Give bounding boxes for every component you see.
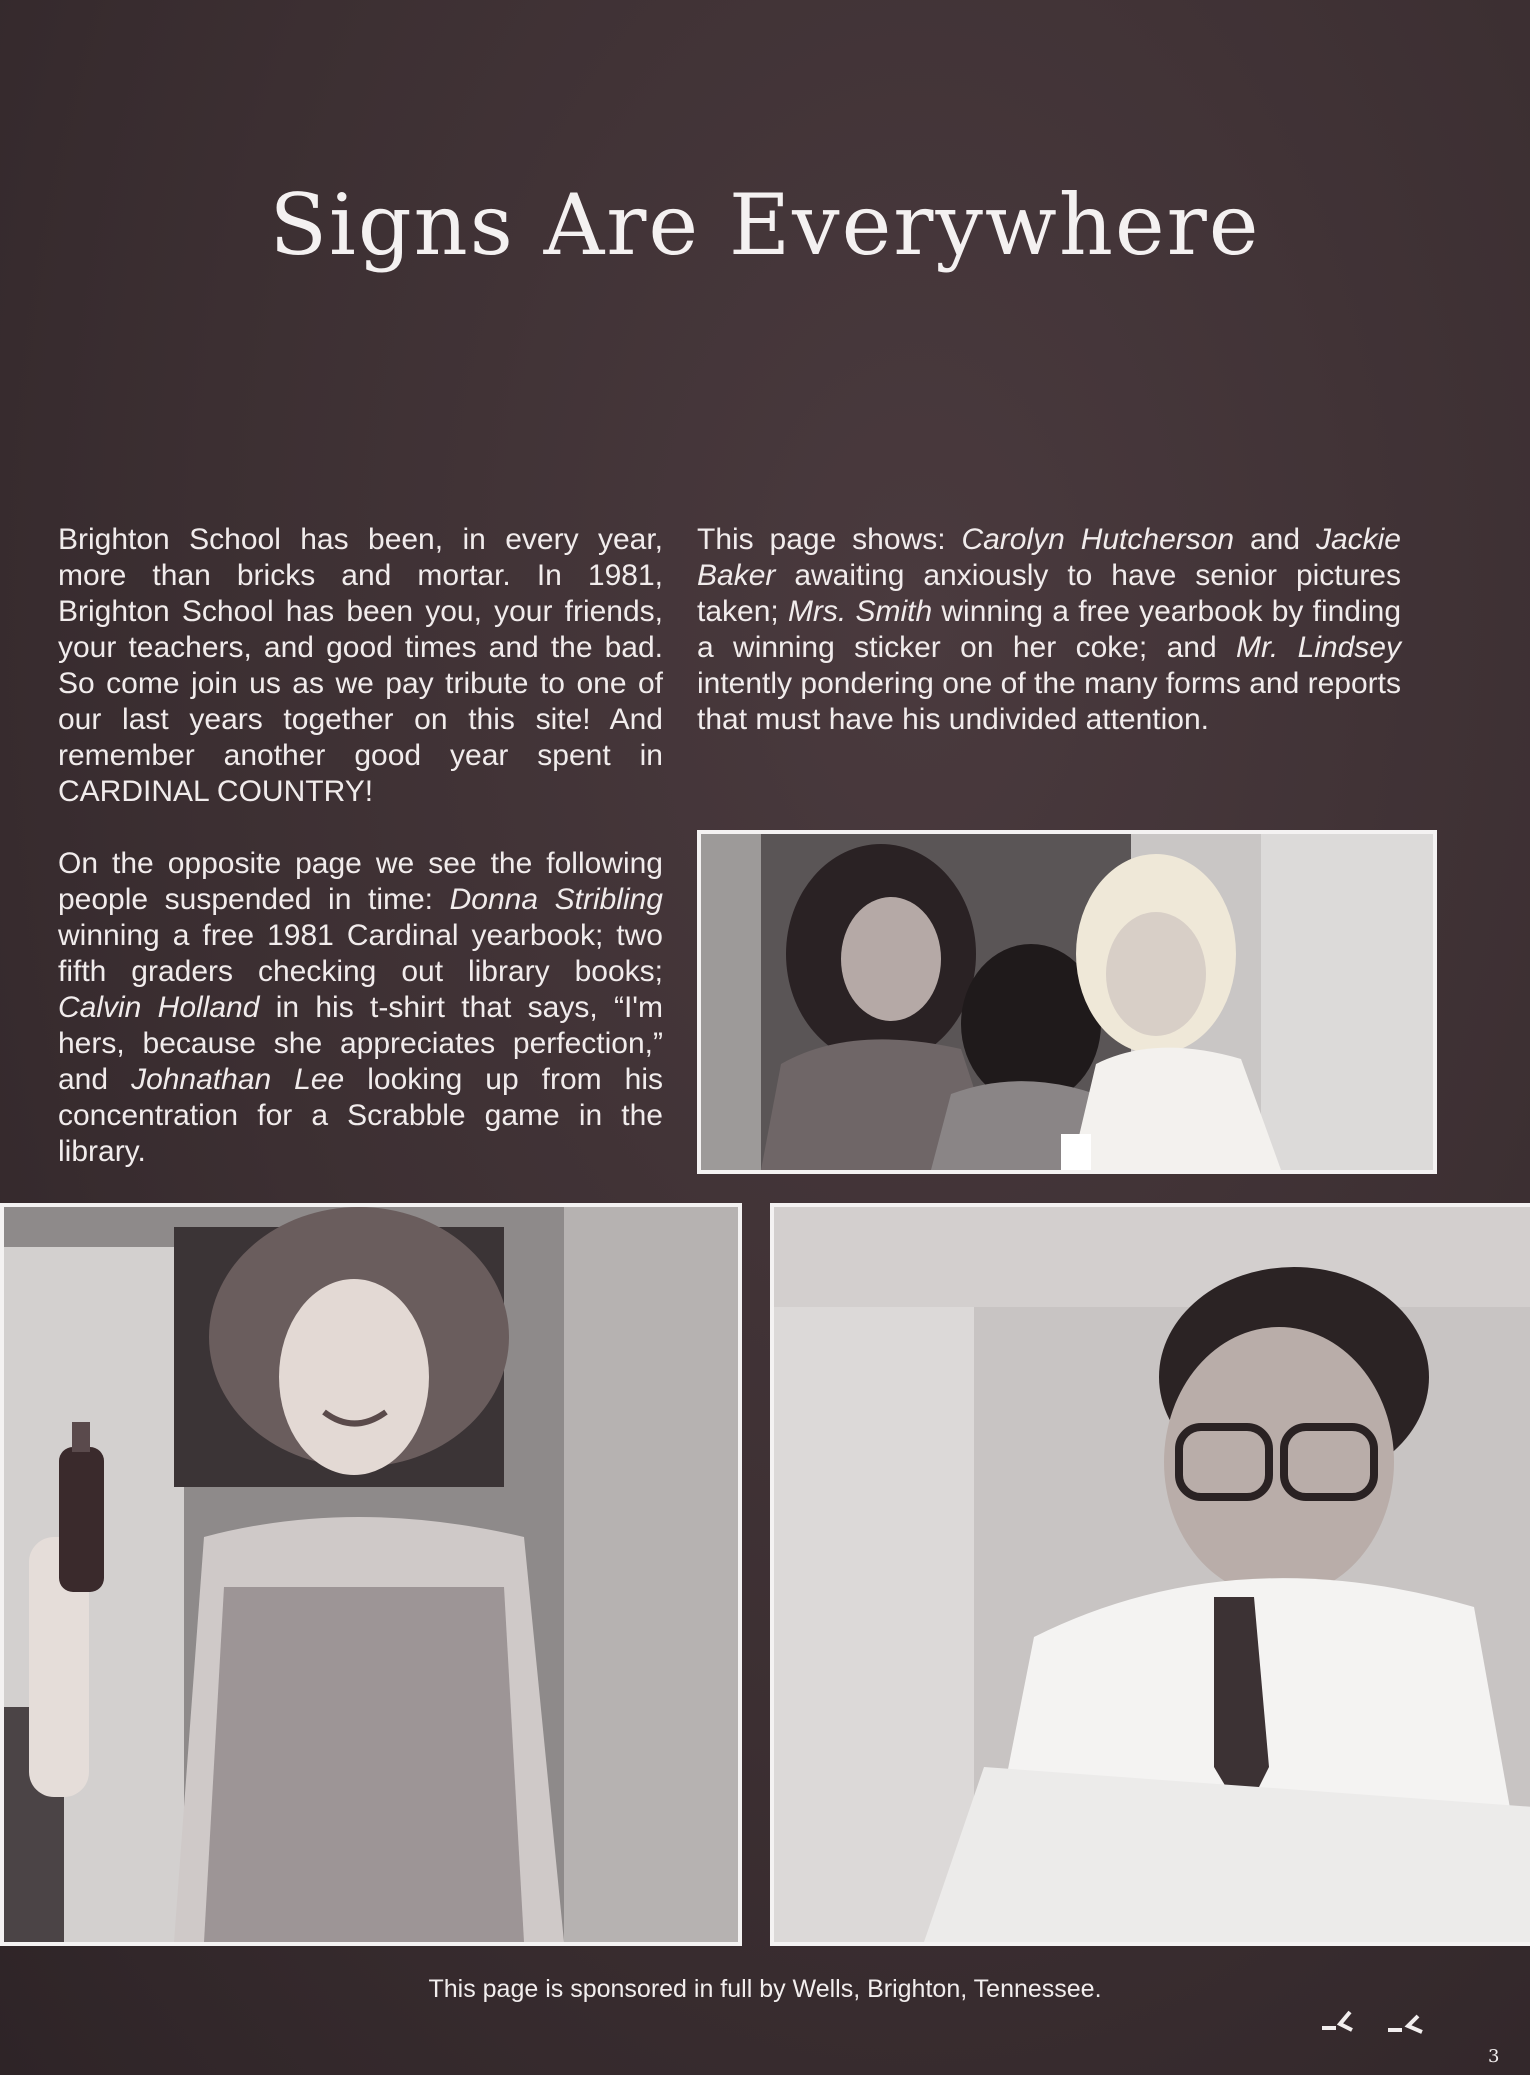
this-page-column <box>697 522 1401 738</box>
person-name: Calvin Holland <box>58 991 260 1024</box>
photo-students-awaiting-pictures <box>697 830 1437 1174</box>
person-name: Johnathan Lee <box>131 1063 345 1096</box>
intro-column <box>58 522 663 1170</box>
woman-with-coke-photo-icon <box>4 1207 738 1942</box>
person-name: Mrs. Smith <box>787 595 933 628</box>
photo-mr-lindsey <box>770 1203 1530 1946</box>
person-name: Carolyn Hutcherson <box>961 523 1235 556</box>
two-students-photo-icon <box>701 834 1433 1170</box>
person-name: Donna Stribling <box>449 883 663 916</box>
page-title: Signs Are Everywhere <box>269 176 1261 275</box>
sponsor-line: This page is sponsored in full by Wells, Brighton, Tennessee. <box>428 1975 1102 2003</box>
this-page-paragraph: This page shows: Carolyn Hutcherson and Jackie Baker awaiting anxiously to have senior pictures taken; Mrs. Smith winning a free yearbook by finding a winning sticker on her coke; and Mr. Lindsey intently pondering one of the many forms and reports that must have his undivided attention. <box>697 523 1402 736</box>
photo-mrs-smith <box>0 1203 742 1946</box>
man-at-desk-photo-icon <box>774 1207 1530 1942</box>
cardinal-logo-icon <box>1318 2006 1438 2042</box>
opposite-page-paragraph: On the opposite page we see the following people suspended in time: Donna Stribling winning a free 1981 Cardinal yearbook; two fifth graders checking out library books; Calvin Holland in his t-shirt that says, “I'm hers, because she appreciates perfection,” and Johnathan Lee looking up from his concentration for a Scrabble game in the library. <box>58 847 664 1168</box>
intro-paragraph: Brighton School has been, in every year, more than bricks and mortar. In 1981, Brighton School has been you, your friends, your teachers, and good times and the bad. So come join us as we pay tribute to one of our last years together on this site! And remember another good year spent in CARDINAL COUNTRY! <box>58 523 663 808</box>
person-name: Jackie Baker <box>697 523 1401 592</box>
page-number: 3 <box>1488 2046 1500 2067</box>
person-name: Mr. Lindsey <box>1236 631 1401 664</box>
